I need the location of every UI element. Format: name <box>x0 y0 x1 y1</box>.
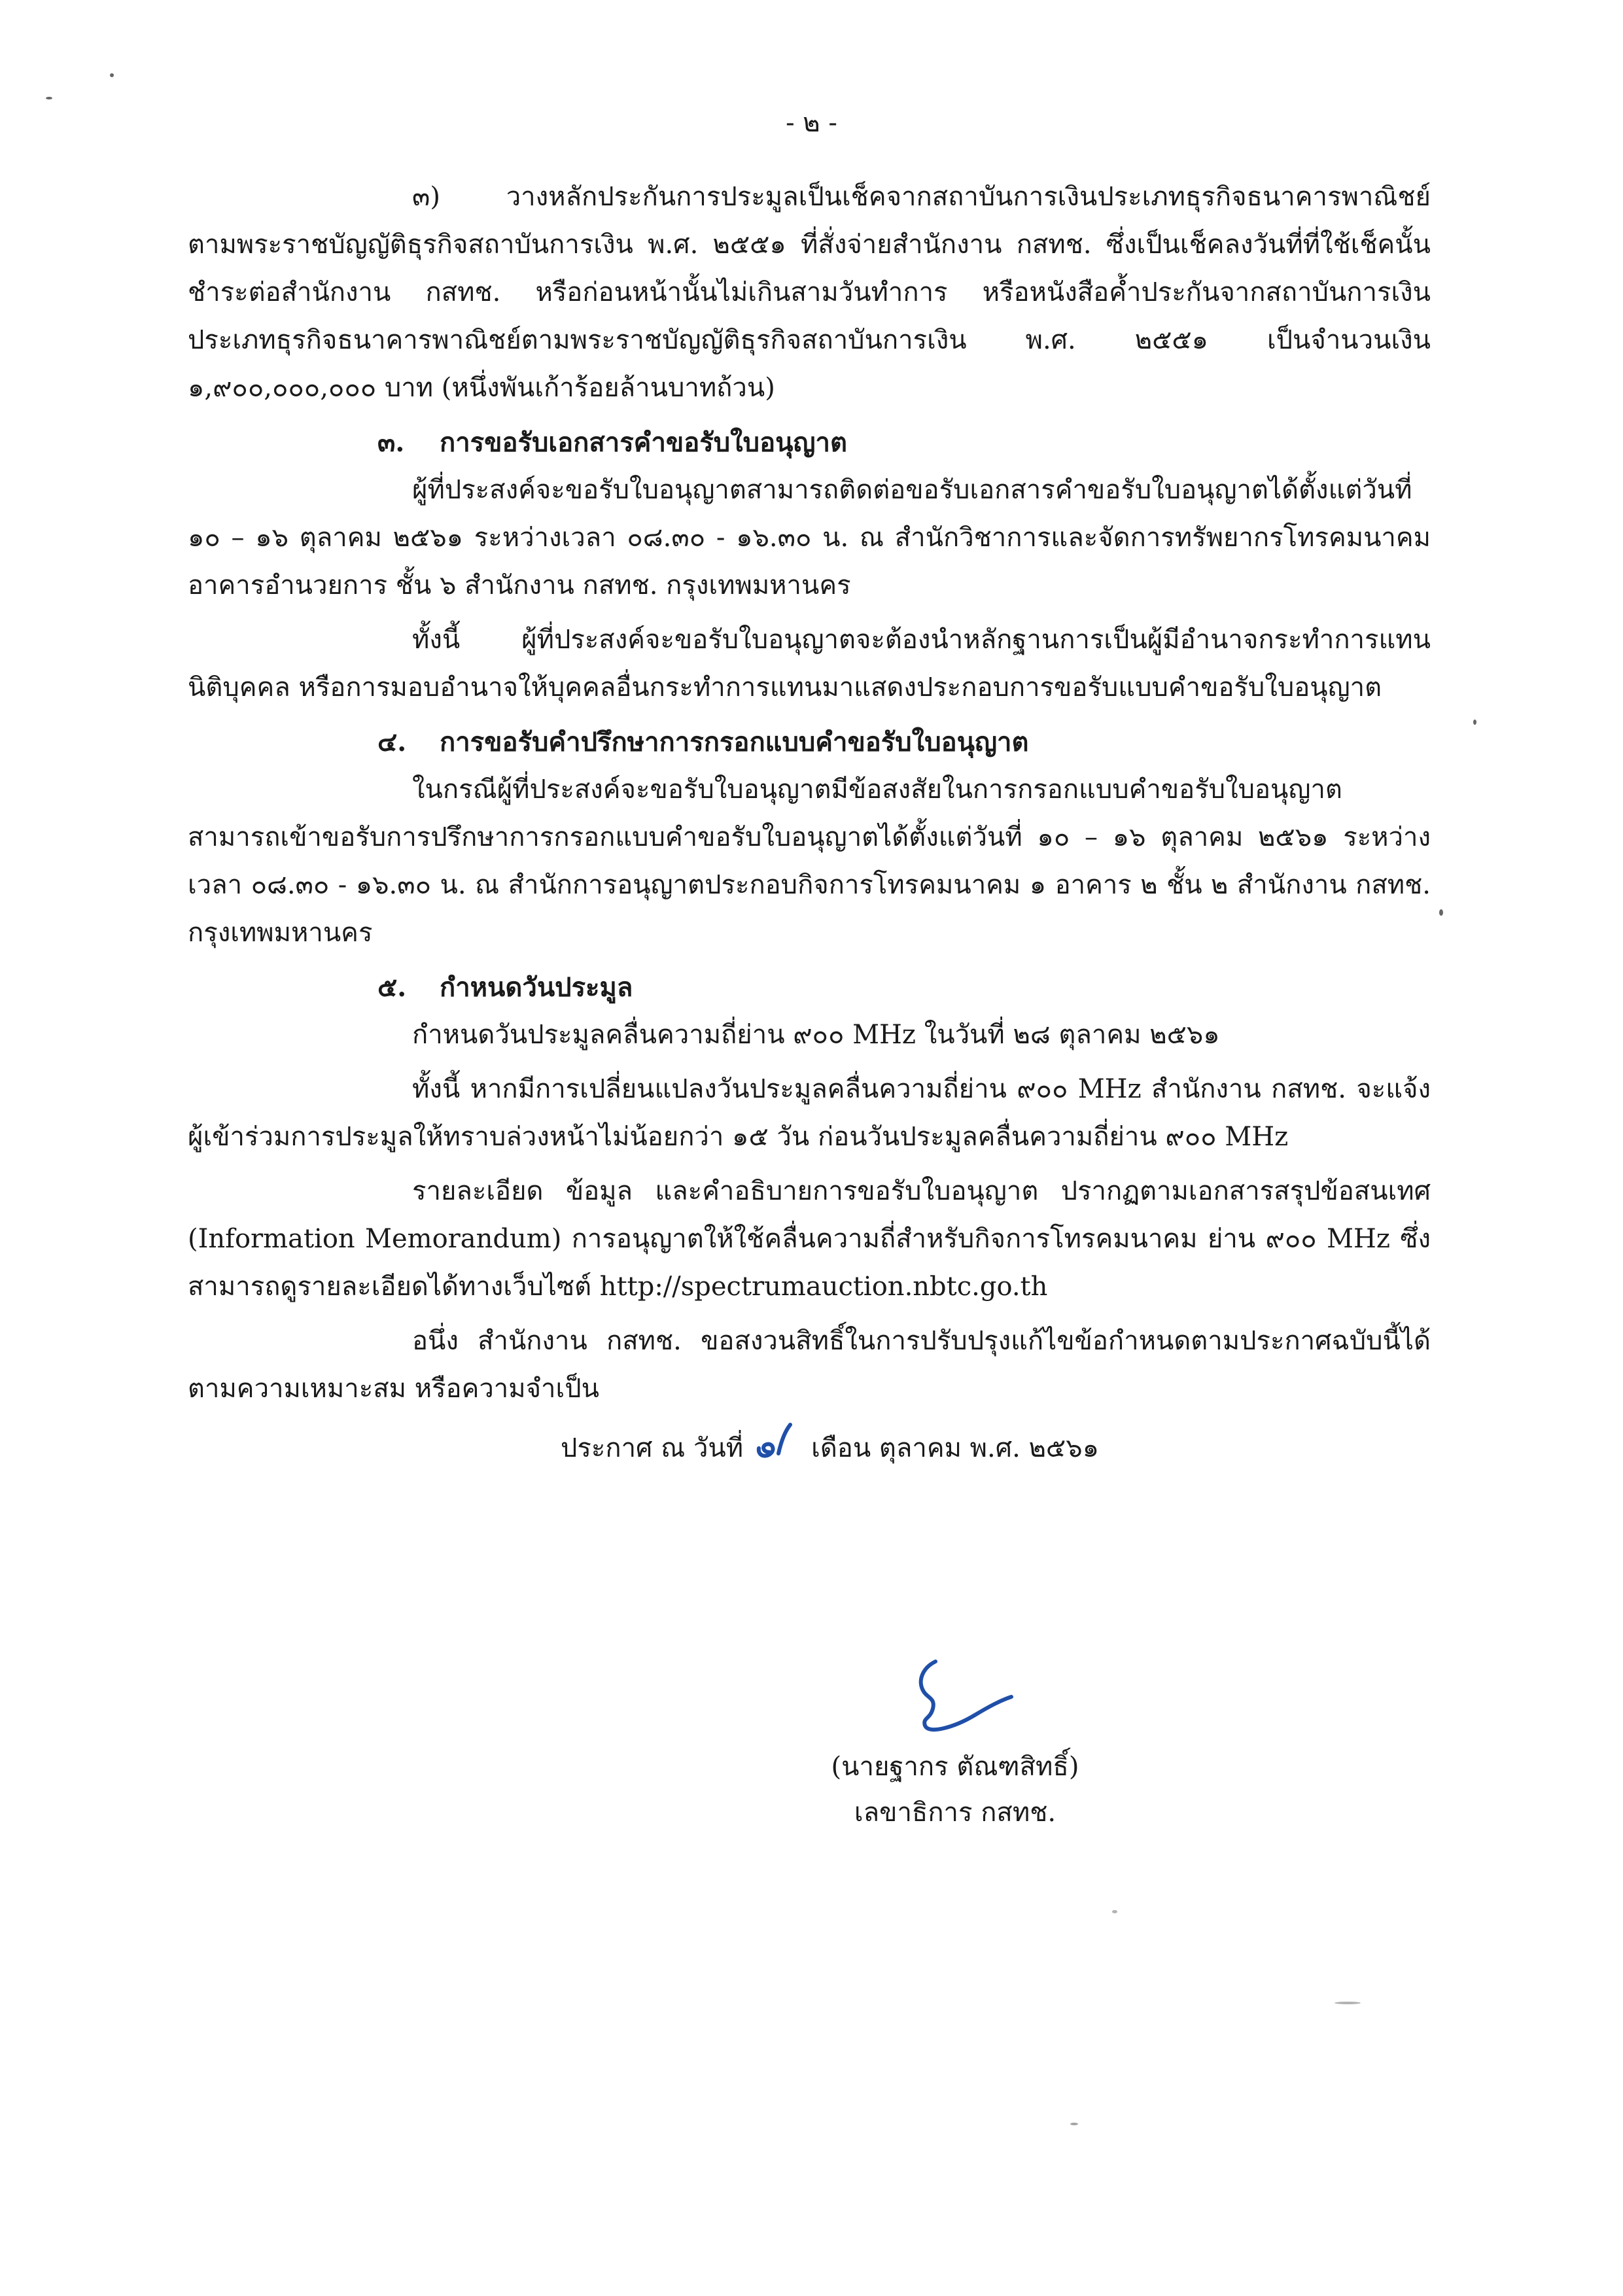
section-4-title: การขอรับคำปรึกษาการกรอกแบบคำขอรับใบอนุญาต <box>440 727 1029 757</box>
scan-speck <box>1070 2123 1078 2125</box>
section-5-heading <box>188 964 1431 1011</box>
section-4-number: ๔. <box>377 727 407 757</box>
section-5-number: ๕. <box>377 972 407 1003</box>
section-5-title: กำหนดวันประมูล <box>440 972 633 1003</box>
details-paragraph: รายละเอียด ข้อมูล และคำอธิบายการขอรับใบอนุญาต ปรากฏตามเอกสารสรุปข้อสนเทศ (Information Memorandum) การอนุญาตให้ใช้คลื่นความถี่สำหรับกิจการโทรคมนาคม ย่าน ๙๐๐ MHz ซึ่งสามารถดูรายละเอียดได้ทางเว็บไซต์ http://spectrumauction.nbtc.go.th <box>188 1176 1431 1302</box>
signature-mark <box>890 1655 1021 1740</box>
paragraph-guarantee: ๓) วางหลักประกันการประมูลเป็นเช็คจากสถาบันการเงินประเภทธุรกิจธนาคารพาณิชย์ตามพระราชบัญญัติธุรกิจสถาบันการเงิน พ.ศ. ๒๕๕๑ ที่สั่งจ่ายสำนักงาน กสทช. ซึ่งเป็นเช็คลงวันที่ที่ใช้เช็คนั้นชำระต่อสำนักงาน กสทช. หรือก่อนหน้านั้นไม่เกินสามวันทำการ หรือหนังสือค้ำประกันจากสถาบันการเงินประเภทธุรกิจธนาคารพาณิชย์ตามพระราชบัญญัติธุรกิจสถาบันการเงิน พ.ศ. ๒๕๕๑ เป็นจำนวนเงิน ๑,๙๐๐,๐๐๐,๐๐๐ บาท (หนึ่งพันเก้าร้อยล้านบาทถ้วน) <box>188 182 1431 403</box>
section-4-heading <box>188 718 1431 766</box>
announcement-date <box>188 1422 1431 1478</box>
scan-speck <box>110 73 114 77</box>
scan-speck <box>1473 720 1476 725</box>
signatory-name: (นายฐากร ตัณฑสิทธิ์) <box>831 1752 1079 1782</box>
announcement-suffix: เดือน ตุลาคม พ.ศ. ๒๕๖๑ <box>811 1433 1099 1463</box>
announcement-prefix: ประกาศ ณ วันที่ <box>561 1433 744 1463</box>
section-3-paragraph-2: ทั้งนี้ ผู้ที่ประสงค์จะขอรับใบอนุญาตจะต้องนำหลักฐานการเป็นผู้มีอำนาจกระทำการแทนนิติบุคคล หรือการมอบอำนาจให้บุคคลอื่นกระทำการแทนมาแสดงประกอบการขอรับแบบคำขอรับใบอนุญาต <box>188 625 1431 703</box>
section-4-paragraph-1: ในกรณีผู้ที่ประสงค์จะขอรับใบอนุญาตมีข้อสงสัยในการกรอกแบบคำขอรับใบอนุญาตสามารถเข้าขอรับการปรึกษาการกรอกแบบคำขอรับใบอนุญาตได้ตั้งแต่วันที่ ๑๐ – ๑๖ ตุลาคม ๒๕๖๑ ระหว่างเวลา ๐๘.๓๐ - ๑๖.๓๐ น. ณ สำนักการอนุญาตประกอบกิจการโทรคมนาคม ๑ อาคาร ๒ ชั้น ๒ สำนักงาน กสทช. กรุงเทพมหานคร <box>188 774 1431 948</box>
section-3-title: การขอรับเอกสารคำขอรับใบอนุญาต <box>440 427 847 458</box>
section-5-paragraph-2: ทั้งนี้ หากมีการเปลี่ยนแปลงวันประมูลคลื่นความถี่ย่าน ๙๐๐ MHz สำนักงาน กสทช. จะแจ้งผู้เข้าร่วมการประมูลให้ทราบล่วงหน้าไม่น้อยกว่า ๑๕ วัน ก่อนวันประมูลคลื่นความถี่ย่าน ๙๐๐ MHz <box>188 1074 1431 1152</box>
reservation-paragraph: อนึ่ง สำนักงาน กสทช. ขอสงวนสิทธิ์ในการปรับปรุงแก้ไขข้อกำหนดตามประกาศฉบับนี้ได้ตามความเหมาะสม หรือความจำเป็น <box>188 1326 1431 1404</box>
scan-speck <box>46 97 52 99</box>
scan-speck <box>1112 1910 1117 1913</box>
section-3-paragraph-1: ผู้ที่ประสงค์จะขอรับใบอนุญาตสามารถติดต่อขอรับเอกสารคำขอรับใบอนุญาตได้ตั้งแต่วันที่ ๑๐ – ๑๖ ตุลาคม ๒๕๖๑ ระหว่างเวลา ๐๘.๓๐ - ๑๖.๓๐ น. ณ สำนักวิชาการและจัดการทรัพยากรโทรคมนาคม อาคารอำนวยการ ชั้น ๖ สำนักงาน กสทช. กรุงเทพมหานคร <box>188 475 1431 600</box>
signatory-title: เลขาธิการ กสทช. <box>854 1798 1056 1828</box>
document-body <box>188 173 1431 1478</box>
section-3-number: ๓. <box>377 427 405 458</box>
section-3-heading <box>188 419 1431 466</box>
page-number: - ๒ - <box>786 108 837 138</box>
signature-block <box>739 1655 1171 1835</box>
scan-speck <box>1335 2002 1361 2004</box>
section-5-paragraph-1: กำหนดวันประมูลคลื่นความถี่ย่าน ๙๐๐ MHz ในวันที่ ๒๘ ตุลาคม ๒๕๖๑ <box>412 1020 1220 1050</box>
scan-speck <box>1439 909 1443 916</box>
handwritten-day-mark <box>752 1422 793 1478</box>
